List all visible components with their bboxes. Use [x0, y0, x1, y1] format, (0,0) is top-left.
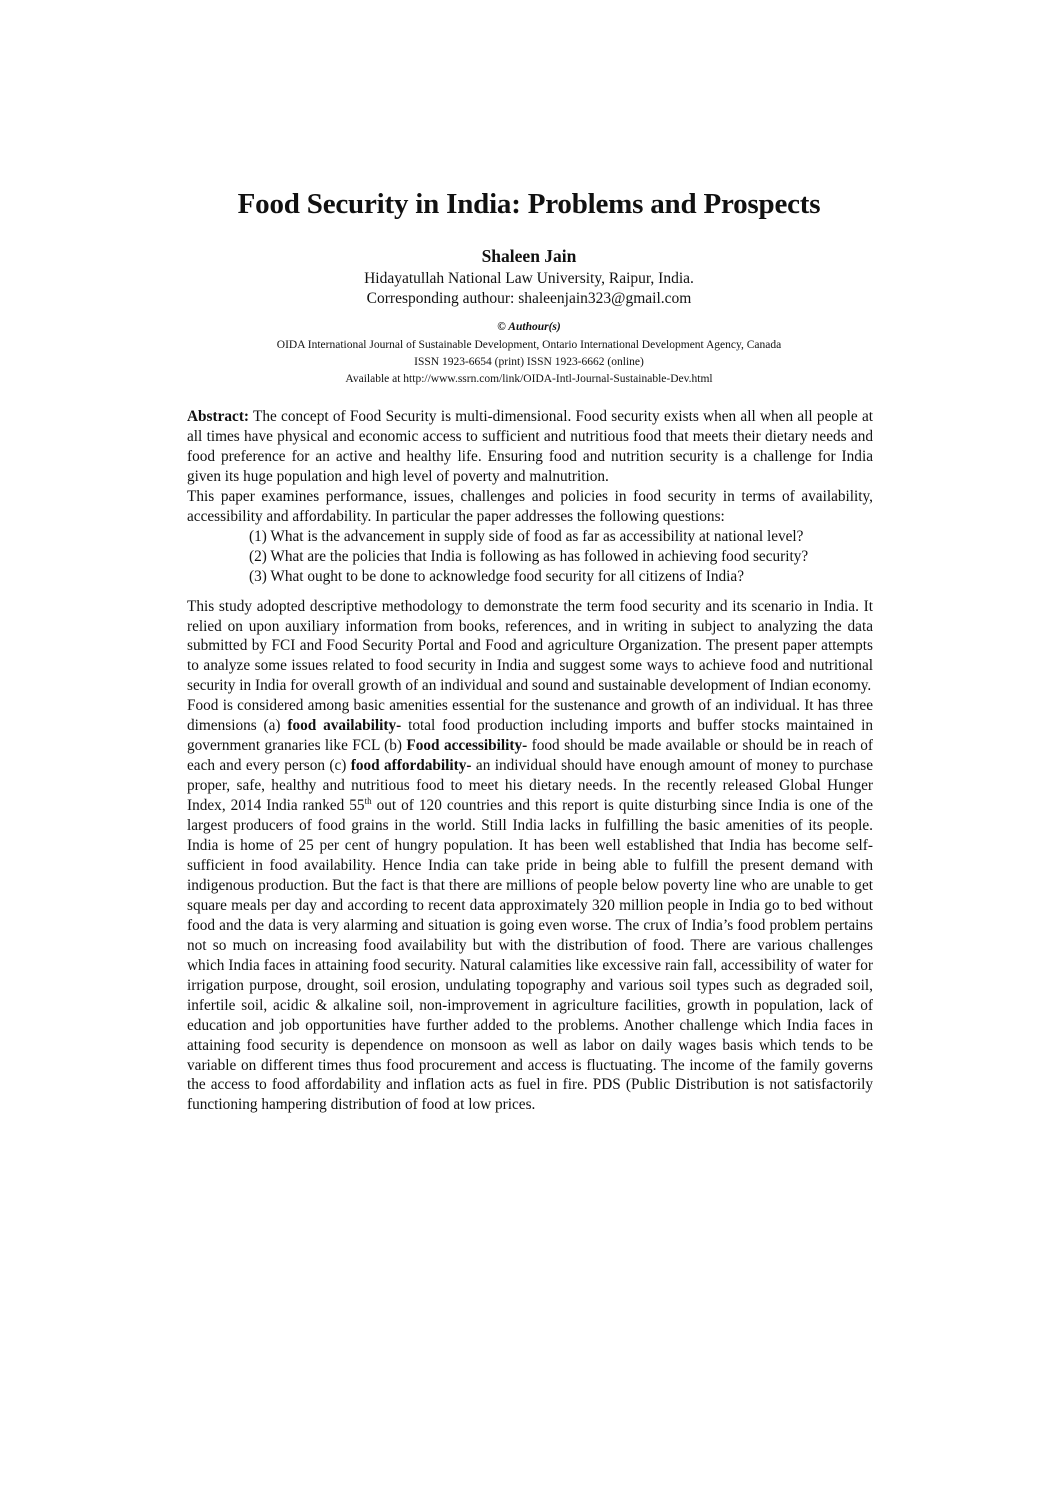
- author-name: Shaleen Jain: [481, 246, 577, 266]
- section-gap: [187, 587, 873, 597]
- abstract-paragraph-2: This paper examines performance, issues, challenges and policies in food security in terms of availability, accessibility and affordability. In particular the paper addresses the following questions:: [187, 487, 873, 525]
- author-affiliation: Hidayatullah National Law University, Raipur, India.: [364, 270, 694, 287]
- copyright-notice: © Authour(s): [497, 321, 561, 333]
- question-item: (2) What are the policies that India is following as has followed in achieving food security?: [249, 547, 809, 565]
- availability-line: Available at http://www.ssrn.com/link/OIDA-Intl-Journal-Sustainable-Dev.html: [345, 373, 713, 385]
- journal-name: OIDA International Journal of Sustainable Development, Ontario International Development Agency, Canada: [276, 339, 782, 351]
- paper-body: [187, 407, 873, 1115]
- issn-line: ISSN 1923-6654 (print) ISSN 1923-6662 (online): [414, 356, 644, 368]
- text-run: out of 120 countries and this report is quite disturbing since India is one of the largest producers of food grains in the world. Still India lacks in fulfilling the basic amenities of its people. India is home of 25 per cent of hungry population. It has been well established that India has become self-sufficient in food availability. Hence India can take pride in being able to fulfill the present demand with indigenous production. But the fact is that there are millions of people below poverty line who are unable to get square meals per day and according to recent data approximately 320 million people in India go to bed without food and the data is very alarming and situation is going even worse. The crux of India’s food problem pertains not so much on increasing food availability but with the distribution of food. There are various challenges which India faces in attaining food security. Natural calamities like excessive rain fall, accessibility of water for irrigation purpose, drought, soil erosion, undulating topography and various soil types such as degraded soil, infertile soil, acidic & alkaline soil, non-improvement in agriculture facilities, growth in population, lack of education and job opportunities have further added to the problems. Another challenge which India faces in attaining food security is dependence on monsoon as well as labor on daily wages basis which tends to be variable on different times thus food procurement and access is fluctuating. The income of the family governs the access to food affordability and inflation acts as fuel in fire. PDS (Public Distribution is not satisfactorily functioning hampering distribution of food at low prices.: [187, 797, 873, 1114]
- abstract-text: The concept of Food Security is multi-dimensional. Food security exists when all when all people at all times have physical and economic access to sufficient and nutritious food that meets their dietary needs and food preference for an active and healthy life. Ensuring food and nutrition security is a challenge for India given its huge population and high level of poverty and malnutrition.: [187, 408, 873, 485]
- food-dimensions-paragraph: [187, 696, 873, 1115]
- text-run: food should be made available or should be in reach of each and every person (c): [187, 737, 873, 775]
- methodology-paragraph: This study adopted descriptive methodology to demonstrate the term food security and its scenario in India. It relied on upon auxiliary information from books, references, and in writing in subject to analyzing the data submitted by FCI and Food Security Portal and Food and agriculture Organization. The present paper attempts to analyze some issues related to food security in India and suggest some ways to achieve food and nutritional security in India for overall growth of an individual and sound and sustainable development of Indian economy.: [187, 597, 873, 695]
- text-run: Food is considered among basic amenities essential for the sustenance and growth of an individual. It has three dimensions (a): [187, 697, 873, 735]
- question-item: (1) What is the advancement in supply side of food as far as accessibility at national level?: [249, 527, 804, 545]
- abstract-label: Abstract:: [187, 408, 250, 425]
- term-food-affordability: food affordability-: [350, 757, 472, 775]
- research-questions: [187, 527, 873, 587]
- paper-title: Food Security in India: Problems and Prospects: [237, 188, 821, 220]
- corresponding-author: Corresponding authour: shaleenjain323@gmail.com: [366, 290, 692, 307]
- term-food-availability: food availability-: [287, 717, 402, 735]
- term-food-accessibility: Food accessibility-: [406, 737, 528, 755]
- text-run: an individual should have enough amount of money to purchase proper, safe, healthy and nutritious food to meet his dietary needs. In the recently released Global Hunger Index, 2014 India ranked 55: [187, 757, 873, 815]
- text-run: total food production including imports and buffer stocks maintained in government granaries like FCL (b): [187, 717, 873, 755]
- abstract-paragraph: [187, 407, 873, 487]
- question-item: (3) What ought to be done to acknowledge food security for all citizens of India?: [249, 567, 745, 585]
- ordinal-superscript: th: [364, 796, 372, 807]
